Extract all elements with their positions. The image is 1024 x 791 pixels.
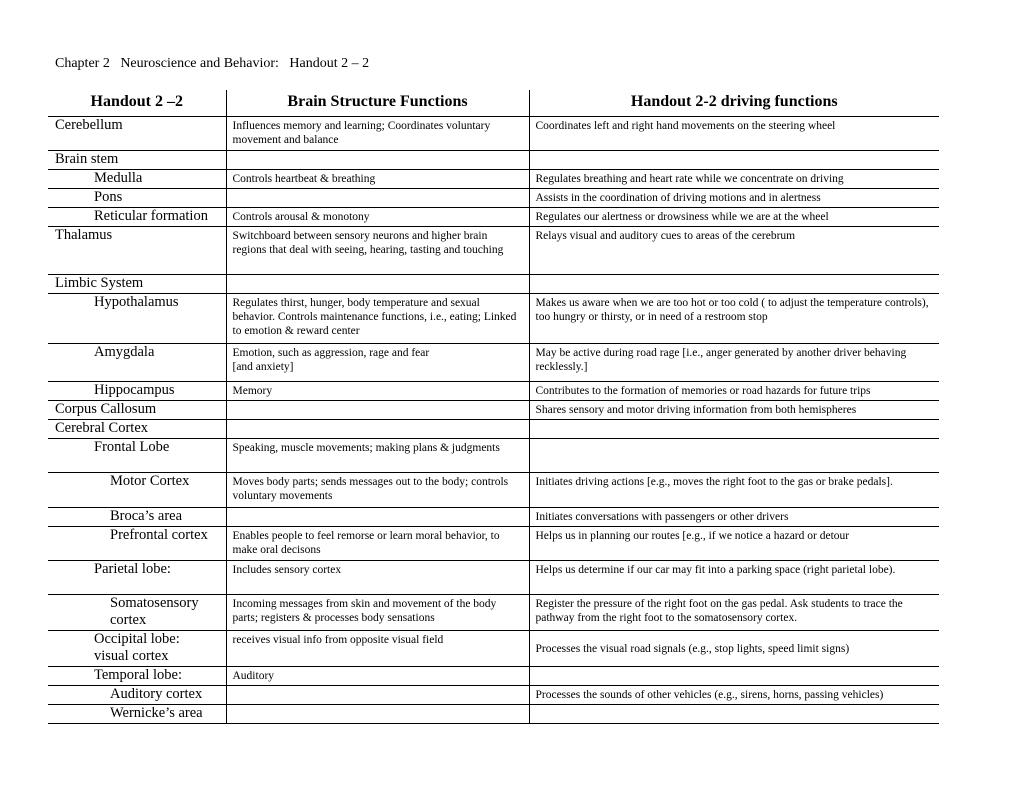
table-body	[48, 116, 939, 723]
driving-function-cell: Coordinates left and right hand movements on the steering wheel	[529, 116, 939, 150]
driving-function-cell: Relays visual and auditory cues to areas of the cerebrum	[529, 226, 939, 274]
driving-function-cell	[529, 438, 939, 472]
table-row	[48, 507, 939, 526]
header-brain-functions: Brain Structure Functions	[226, 90, 529, 116]
structure-label: Hippocampus	[94, 381, 175, 398]
structure-cell	[48, 526, 226, 560]
structure-label: Auditory cortex	[110, 685, 203, 702]
table-row	[48, 685, 939, 704]
driving-function-cell	[529, 274, 939, 293]
brain-function-cell	[226, 188, 529, 207]
brain-function-cell: Memory	[226, 381, 529, 400]
table-row	[48, 400, 939, 419]
table-row	[48, 594, 939, 630]
table-row	[48, 343, 939, 381]
header-driving-functions: Handout 2-2 driving functions	[529, 90, 939, 116]
brain-function-cell: Includes sensory cortex	[226, 560, 529, 594]
header-structure: Handout 2 –2	[48, 90, 226, 116]
brain-function-cell: Incoming messages from skin and movement of the body parts; registers & processes body sensations	[226, 594, 529, 630]
driving-function-cell: Helps us in planning our routes [e.g., if we notice a hazard or detour	[529, 526, 939, 560]
brain-function-cell: receives visual info from opposite visual field	[226, 630, 529, 666]
structure-label: Limbic System	[55, 274, 144, 291]
structure-label: Frontal Lobe	[94, 438, 170, 455]
driving-function-cell: Regulates our alertness or drowsiness while we are at the wheel	[529, 207, 939, 226]
structure-cell	[48, 226, 226, 274]
structure-label: Cerebral Cortex	[55, 419, 149, 436]
structure-label: Reticular formation	[94, 207, 208, 224]
structure-label: Cerebellum	[55, 116, 123, 133]
structure-label: Medulla	[94, 169, 143, 186]
brain-function-cell: Controls arousal & monotony	[226, 207, 529, 226]
table-row	[48, 226, 939, 274]
brain-function-cell: Moves body parts; sends messages out to the body; controls voluntary movements	[226, 472, 529, 507]
brain-function-cell	[226, 507, 529, 526]
structure-cell	[48, 666, 226, 685]
brain-function-cell: Enables people to feel remorse or learn moral behavior, to make oral decisons	[226, 526, 529, 560]
structure-cell	[48, 438, 226, 472]
table-row	[48, 207, 939, 226]
driving-function-cell: Helps us determine if our car may fit into a parking space (right parietal lobe).	[529, 560, 939, 594]
structure-label: Motor Cortex	[110, 472, 190, 489]
structure-label: Brain stem	[55, 150, 119, 167]
structure-label: Broca’s area	[110, 507, 183, 524]
driving-function-cell: Shares sensory and motor driving information from both hemispheres	[529, 400, 939, 419]
structure-cell	[48, 704, 226, 723]
brain-function-cell	[226, 685, 529, 704]
structure-cell	[48, 274, 226, 293]
brain-function-cell	[226, 704, 529, 723]
structure-cell	[48, 169, 226, 188]
driving-function-cell: Makes us aware when we are too hot or too cold ( to adjust the temperature controls), too hungry or thirsty, or in need of a restroom stop	[529, 293, 939, 343]
brain-function-cell: Emotion, such as aggression, rage and fear [and anxiety]	[226, 343, 529, 381]
driving-function-cell: Register the pressure of the right foot on the gas pedal. Ask students to trace the pathway from the right foot to the somatosensory cortex.	[529, 594, 939, 630]
structure-cell	[48, 630, 226, 666]
driving-function-cell	[529, 704, 939, 723]
table-row	[48, 438, 939, 472]
table-row	[48, 274, 939, 293]
brain-functions-table	[48, 90, 939, 724]
table-row	[48, 169, 939, 188]
driving-function-cell: Regulates breathing and heart rate while we concentrate on driving	[529, 169, 939, 188]
table-row	[48, 381, 939, 400]
structure-label: Temporal lobe:	[94, 666, 182, 683]
table-row	[48, 188, 939, 207]
structure-cell	[48, 293, 226, 343]
driving-function-cell: May be active during road rage [i.e., anger generated by another driver behaving recklessly.]	[529, 343, 939, 381]
structure-cell	[48, 685, 226, 704]
table-row	[48, 666, 939, 685]
brain-function-cell: Controls heartbeat & breathing	[226, 169, 529, 188]
driving-function-cell	[529, 419, 939, 438]
brain-function-cell: Switchboard between sensory neurons and higher brain regions that deal with seeing, hearing, tasting and touching	[226, 226, 529, 274]
structure-cell	[48, 343, 226, 381]
table-row	[48, 293, 939, 343]
document-title: Chapter 2 Neuroscience and Behavior: Handout 2 – 2	[55, 56, 370, 71]
structure-cell	[48, 400, 226, 419]
structure-cell	[48, 381, 226, 400]
structure-cell	[48, 207, 226, 226]
driving-function-cell: Initiates driving actions [e.g., moves the right foot to the gas or brake pedals].	[529, 472, 939, 507]
structure-cell	[48, 560, 226, 594]
table-row	[48, 526, 939, 560]
brain-function-cell	[226, 419, 529, 438]
structure-label: Corpus Callosum	[55, 400, 157, 417]
structure-cell	[48, 150, 226, 169]
driving-function-cell: Processes the sounds of other vehicles (e.g., sirens, horns, passing vehicles)	[529, 685, 939, 704]
table-row	[48, 116, 939, 150]
structure-label: Pons	[94, 188, 123, 205]
structure-label: Amygdala	[94, 343, 155, 360]
structure-cell	[48, 594, 226, 630]
structure-label: Occipital lobe: visual cortex	[94, 630, 180, 664]
structure-cell	[48, 188, 226, 207]
table-row	[48, 150, 939, 169]
structure-cell	[48, 419, 226, 438]
table-row	[48, 472, 939, 507]
structure-cell	[48, 507, 226, 526]
driving-function-cell: Contributes to the formation of memories or road hazards for future trips	[529, 381, 939, 400]
structure-label: Somatosensory cortex	[110, 594, 199, 628]
table-header-row	[48, 90, 939, 116]
brain-function-cell: Auditory	[226, 666, 529, 685]
structure-label: Hypothalamus	[94, 293, 179, 310]
driving-function-cell	[529, 150, 939, 169]
structure-label: Prefrontal cortex	[110, 526, 208, 543]
driving-function-cell: Initiates conversations with passengers or other drivers	[529, 507, 939, 526]
table-row	[48, 560, 939, 594]
brain-function-cell: Regulates thirst, hunger, body temperature and sexual behavior. Controls maintenance functions, i.e., eating; Linked to emotion & reward center	[226, 293, 529, 343]
driving-function-cell: Processes the visual road signals (e.g., stop lights, speed limit signs)	[529, 630, 939, 666]
structure-label: Parietal lobe:	[94, 560, 171, 577]
brain-function-cell	[226, 274, 529, 293]
driving-function-cell: Assists in the coordination of driving motions and in alertness	[529, 188, 939, 207]
brain-function-cell	[226, 400, 529, 419]
brain-function-cell: Speaking, muscle movements; making plans & judgments	[226, 438, 529, 472]
structure-label: Thalamus	[55, 226, 113, 243]
brain-function-cell: Influences memory and learning; Coordinates voluntary movement and balance	[226, 116, 529, 150]
structure-label: Wernicke’s area	[110, 704, 203, 721]
structure-cell	[48, 116, 226, 150]
table-row	[48, 630, 939, 666]
table-row	[48, 419, 939, 438]
driving-function-cell	[529, 666, 939, 685]
table-row	[48, 704, 939, 723]
structure-cell	[48, 472, 226, 507]
brain-function-cell	[226, 150, 529, 169]
